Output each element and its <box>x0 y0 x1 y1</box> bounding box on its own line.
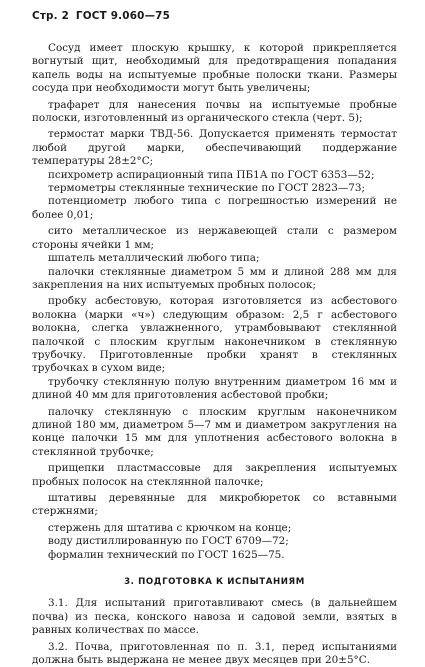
paragraph-formalin: формалин технический по ГОСТ 1625—75. <box>48 548 285 561</box>
paragraph-stencil: трафарет для нанесения почвы на испытуемые пробные полоски, изготовленный из органического стекла (черт. 5); <box>32 98 397 125</box>
paragraph-vessel-description: Сосуд имеет плоскую крышку, к которой прикрепляется вогнутый щит, необходимый для предотвращения попадания капель воды на испытуемые пробные полоски ткани. Размеры сосуда при необходимости могут быть увеличены; <box>32 42 397 95</box>
page-number: Стр. 2 <box>32 10 70 22</box>
paragraph-psychrometer: психрометр аспирационный типа ПБ1А по ГОСТ 6353—52; <box>48 168 375 181</box>
page-header <box>32 10 173 23</box>
paragraph-3-2: 3.2. Почва, приготовленная по п. 3.1, перед испытаниями должна быть выдержана не менее двух месяцев при 20±5°С. <box>32 640 397 667</box>
paragraph-distilled-water: воду дистиллированную по ГОСТ 6709—72; <box>48 535 289 548</box>
paragraph-thermometers: термометры стеклянные технические по ГОСТ 2823—73; <box>48 182 365 195</box>
paragraph-thermostat: термостат марки ТВД-56. Допускается применять термостат любой другой марки, обеспечивающий поддержание температуры 28±2°С; <box>32 128 397 168</box>
paragraph-glass-rods: палочки стеклянные диаметром 5 мм и длиной 288 мм для закрепления на них испытуемых пробных полосок; <box>32 265 397 291</box>
section-title: 3. ПОДГОТОВКА К ИСПЫТАНИЯМ <box>124 577 305 588</box>
paragraph-glass-rod-tip: палочку стеклянную с плоским круглым наконечником длиной 180 мм, диаметром 5—7 мм и диаметром закругления на конце палочки 15 мм для уплотнения асбестового волокна в стеклянной трубочке; <box>32 405 397 458</box>
document-body <box>32 42 397 667</box>
paragraph-asbestos-plug: пробку асбестовую, которая изготовляется из асбестового волокна (марки «ч») следующим образом: 2,5 г асбестового волокна, слегка увлажненного, утрамбовывают стеклянной палочкой с плоским круглым наконечником в стеклянную трубочку. Приготовленные пробки хранят в стеклянных трубочках в сухом виде; <box>32 295 397 375</box>
paragraph-potentiometer: потенциометр любого типа с погрешностью измерений не более 0,01; <box>32 195 397 221</box>
paragraph-sieve: сито металлическое из нержавеющей стали с размером стороны ячейки 1 мм; <box>32 225 397 251</box>
paragraph-glass-tube: трубочку стеклянную полую внутренним диаметром 16 мм и длиной 40 мм для приготовления асбестовой пробки; <box>32 375 397 402</box>
standard-code: ГОСТ 9.060—75 <box>75 10 171 22</box>
paragraph-clips: прищепки пластмассовые для закрепления испытуемых пробных полосок на стеклянной палочке; <box>32 462 397 488</box>
paragraph-spatula: шпатель металлический любого типа; <box>48 252 260 265</box>
paragraph-stands: штативы деревянные для микробюреток со вставными стержнями; <box>32 492 397 518</box>
paragraph-3-1: 3.1. Для испытаний приготавливают смесь (в дальнейшем почва) из песка, конского навоза и садовой земли, взятых в равных количествах по массе. <box>32 597 397 637</box>
paragraph-stand-rod: стержень для штатива с крючком на конце; <box>48 521 292 534</box>
